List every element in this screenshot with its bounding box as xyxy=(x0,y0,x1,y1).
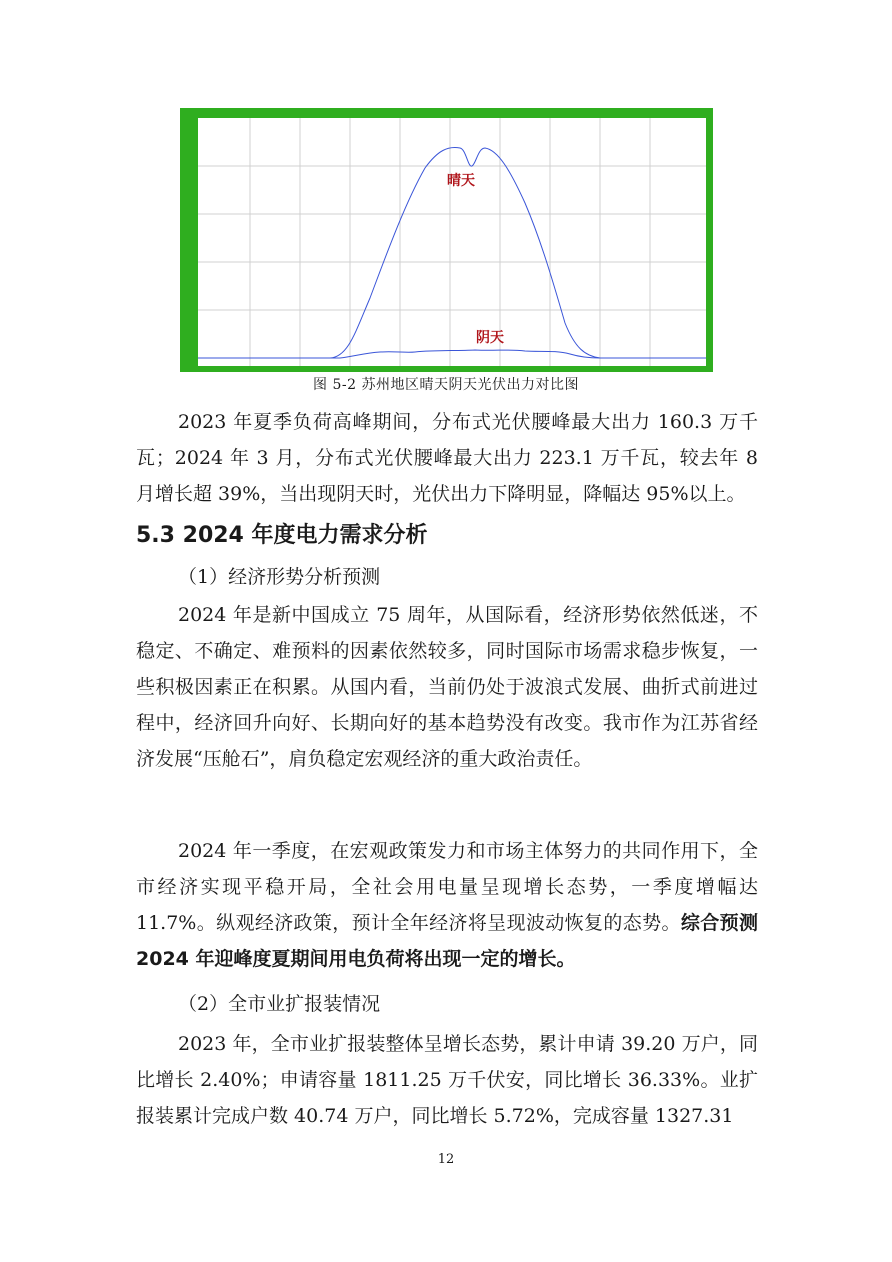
paragraph-q1-text: 2024 年一季度，在宏观政策发力和市场主体努力的共同作用下，全市经济实现平稳开局，全社会用电量呈现增长态势，一季度增幅达 11.7%。纵观经济政策，预计全年经济将呈现波动恢复的态势。 xyxy=(136,840,758,934)
paragraph-q1-bold: 综合预测 2024 年迎峰度夏期间用电负荷将出现一定的增长。 xyxy=(136,912,758,970)
section-heading: 5.3 2024 年度电力需求分析 xyxy=(136,523,428,548)
figure-caption: 图 5-2 苏州地区晴天阴天光伏出力对比图 xyxy=(313,377,579,393)
subheading-business-expansion: （2）全市业扩报装情况 xyxy=(178,993,381,1015)
paragraph-q1 xyxy=(136,833,758,977)
sunny-label: 晴天 xyxy=(447,173,475,189)
chart-canvas xyxy=(180,108,713,372)
plot-area xyxy=(198,118,706,366)
paragraph-business-expansion: 2023 年，全市业扩报装整体呈增长态势，累计申请 39.20 万户，同比增长 2.40%；申请容量 1811.25 万千伏安，同比增长 36.33%。业扩报装累计完成户数 40.74 万户，同比增长 5.72%，完成容量 1327.31 xyxy=(136,1033,758,1127)
paragraph-pv-output: 2023 年夏季负荷高峰期间，分布式光伏腰峰最大出力 160.3 万千瓦；2024 年 3 月，分布式光伏腰峰最大出力 223.1 万千瓦，较去年 8 月增长超 39%，当出现阴天时，光伏出力下降明显，降幅达 95%以上。 xyxy=(136,411,758,505)
paragraph-economy: 2024 年是新中国成立 75 周年，从国际看，经济形势依然低迷，不稳定、不确定、难预料的因素依然较多，同时国际市场需求稳步恢复，一些积极因素正在积累。从国内看，当前仍处于波浪式发展、曲折式前进过程中，经济回升向好、长期向好的基本趋势没有改变。我市作为江苏省经济发展“压舱石”，肩负稳定宏观经济的重大政治责任。 xyxy=(136,604,758,770)
page-number: 12 xyxy=(437,1152,455,1167)
cloudy-label: 阴天 xyxy=(476,330,504,346)
pv-output-comparison-chart xyxy=(180,108,713,372)
subheading-economy: （1）经济形势分析预测 xyxy=(178,566,381,588)
